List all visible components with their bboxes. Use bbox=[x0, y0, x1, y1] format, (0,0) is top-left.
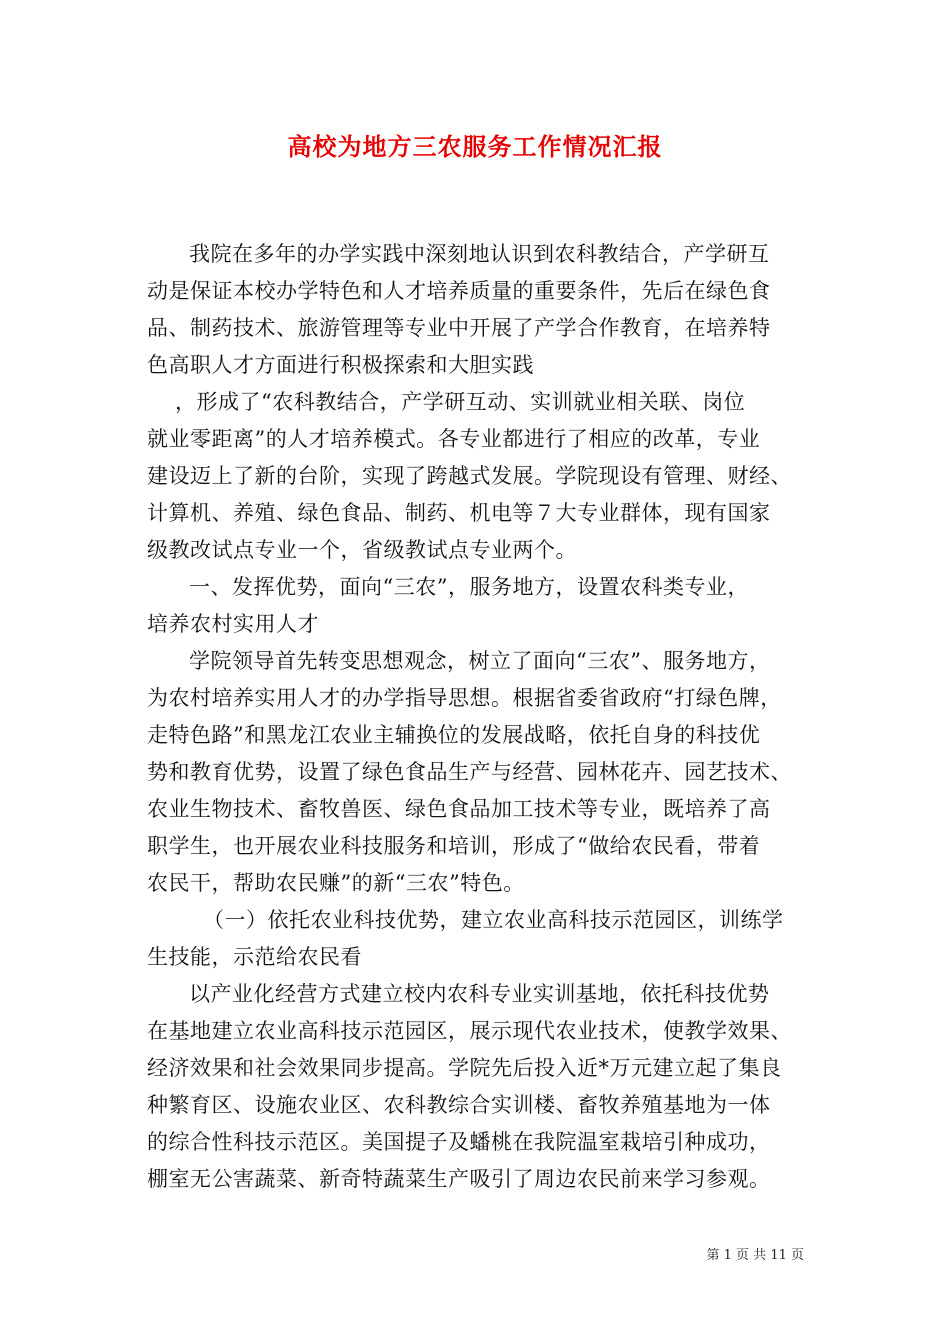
paragraph-line: 的综合性科技示范区。美国提子及蟠桃在我院温室栽培引种成功， bbox=[147, 1130, 771, 1154]
paragraph-line: 势和教育优势，设置了绿色食品生产与经营、园林花卉、园艺技术、 bbox=[147, 760, 792, 784]
paragraph-line: 我院在多年的办学实践中深刻地认识到农科教结合，产学研互 bbox=[189, 242, 770, 266]
paragraph-line: 在基地建立农业高科技示范园区，展示现代农业技术，使教学效果、 bbox=[147, 1019, 792, 1043]
paragraph-line: 种繁育区、设施农业区、农科教综合实训楼、畜牧养殖基地为一体 bbox=[147, 1093, 771, 1117]
paragraph-line: 以产业化经营方式建立校内农科专业实训基地，依托科技优势 bbox=[189, 982, 770, 1006]
document-title: 高校为地方三农服务工作情况汇报 bbox=[287, 132, 663, 161]
paragraph-line: ，形成了“农科教结合，产学研互动、实训就业相关联、岗位 bbox=[175, 390, 746, 414]
subsection-heading-line: （一）依托农业科技优势，建立农业高科技示范园区，训练学 bbox=[203, 908, 784, 932]
paragraph-line: 级教改试点专业一个，省级教试点专业两个。 bbox=[147, 538, 577, 562]
paragraph-line: 为农村培养实用人才的办学指导思想。根据省委省政府“打绿色牌， bbox=[147, 686, 782, 710]
subsection-heading-line: 生技能，示范给农民看 bbox=[147, 945, 362, 969]
paragraph-line: 就业零距离”的人才培养模式。各专业都进行了相应的改革，专业 bbox=[147, 427, 761, 451]
section-heading-line: 一、发挥优势，面向“三农”，服务地方，设置农科类专业， bbox=[189, 575, 749, 599]
paragraph-line: 职学生，也开展农业科技服务和培训，形成了“做给农民看，带着 bbox=[147, 834, 761, 858]
paragraph-line: 农民干，帮助农民赚”的新“三农”特色。 bbox=[147, 871, 525, 895]
paragraph-line: 色高职人才方面进行积极探索和大胆实践 bbox=[147, 353, 534, 377]
paragraph-line: 经济效果和社会效果同步提高。学院先后投入近*万元建立起了集良 bbox=[147, 1056, 782, 1080]
paragraph-line: 棚室无公害蔬菜、新奇特蔬菜生产吸引了周边农民前来学习参观。 bbox=[147, 1167, 771, 1191]
paragraph-line: 计算机、养殖、绿色食品、制药、机电等７大专业群体，现有国家 bbox=[147, 501, 771, 525]
paragraph-line: 建设迈上了新的台阶，实现了跨越式发展。学院现设有管理、财经、 bbox=[147, 464, 792, 488]
document-body bbox=[147, 238, 813, 1195]
paragraph-line: 走特色路”和黑龙江农业主辅换位的发展战略，依托自身的科技优 bbox=[147, 723, 761, 747]
paragraph-line: 学院领导首先转变思想观念，树立了面向“三农”、服务地方， bbox=[189, 649, 771, 673]
section-heading-line: 培养农村实用人才 bbox=[147, 612, 319, 636]
page-number-footer: 第 1 页 共 11 页 bbox=[706, 1248, 804, 1263]
paragraph-line: 品、制药技术、旅游管理等专业中开展了产学合作教育，在培养特 bbox=[147, 316, 771, 340]
paragraph-line: 动是保证本校办学特色和人才培养质量的重要条件，先后在绿色食 bbox=[147, 279, 771, 303]
paragraph-line: 农业生物技术、畜牧兽医、绿色食品加工技术等专业，既培养了高 bbox=[147, 797, 771, 821]
